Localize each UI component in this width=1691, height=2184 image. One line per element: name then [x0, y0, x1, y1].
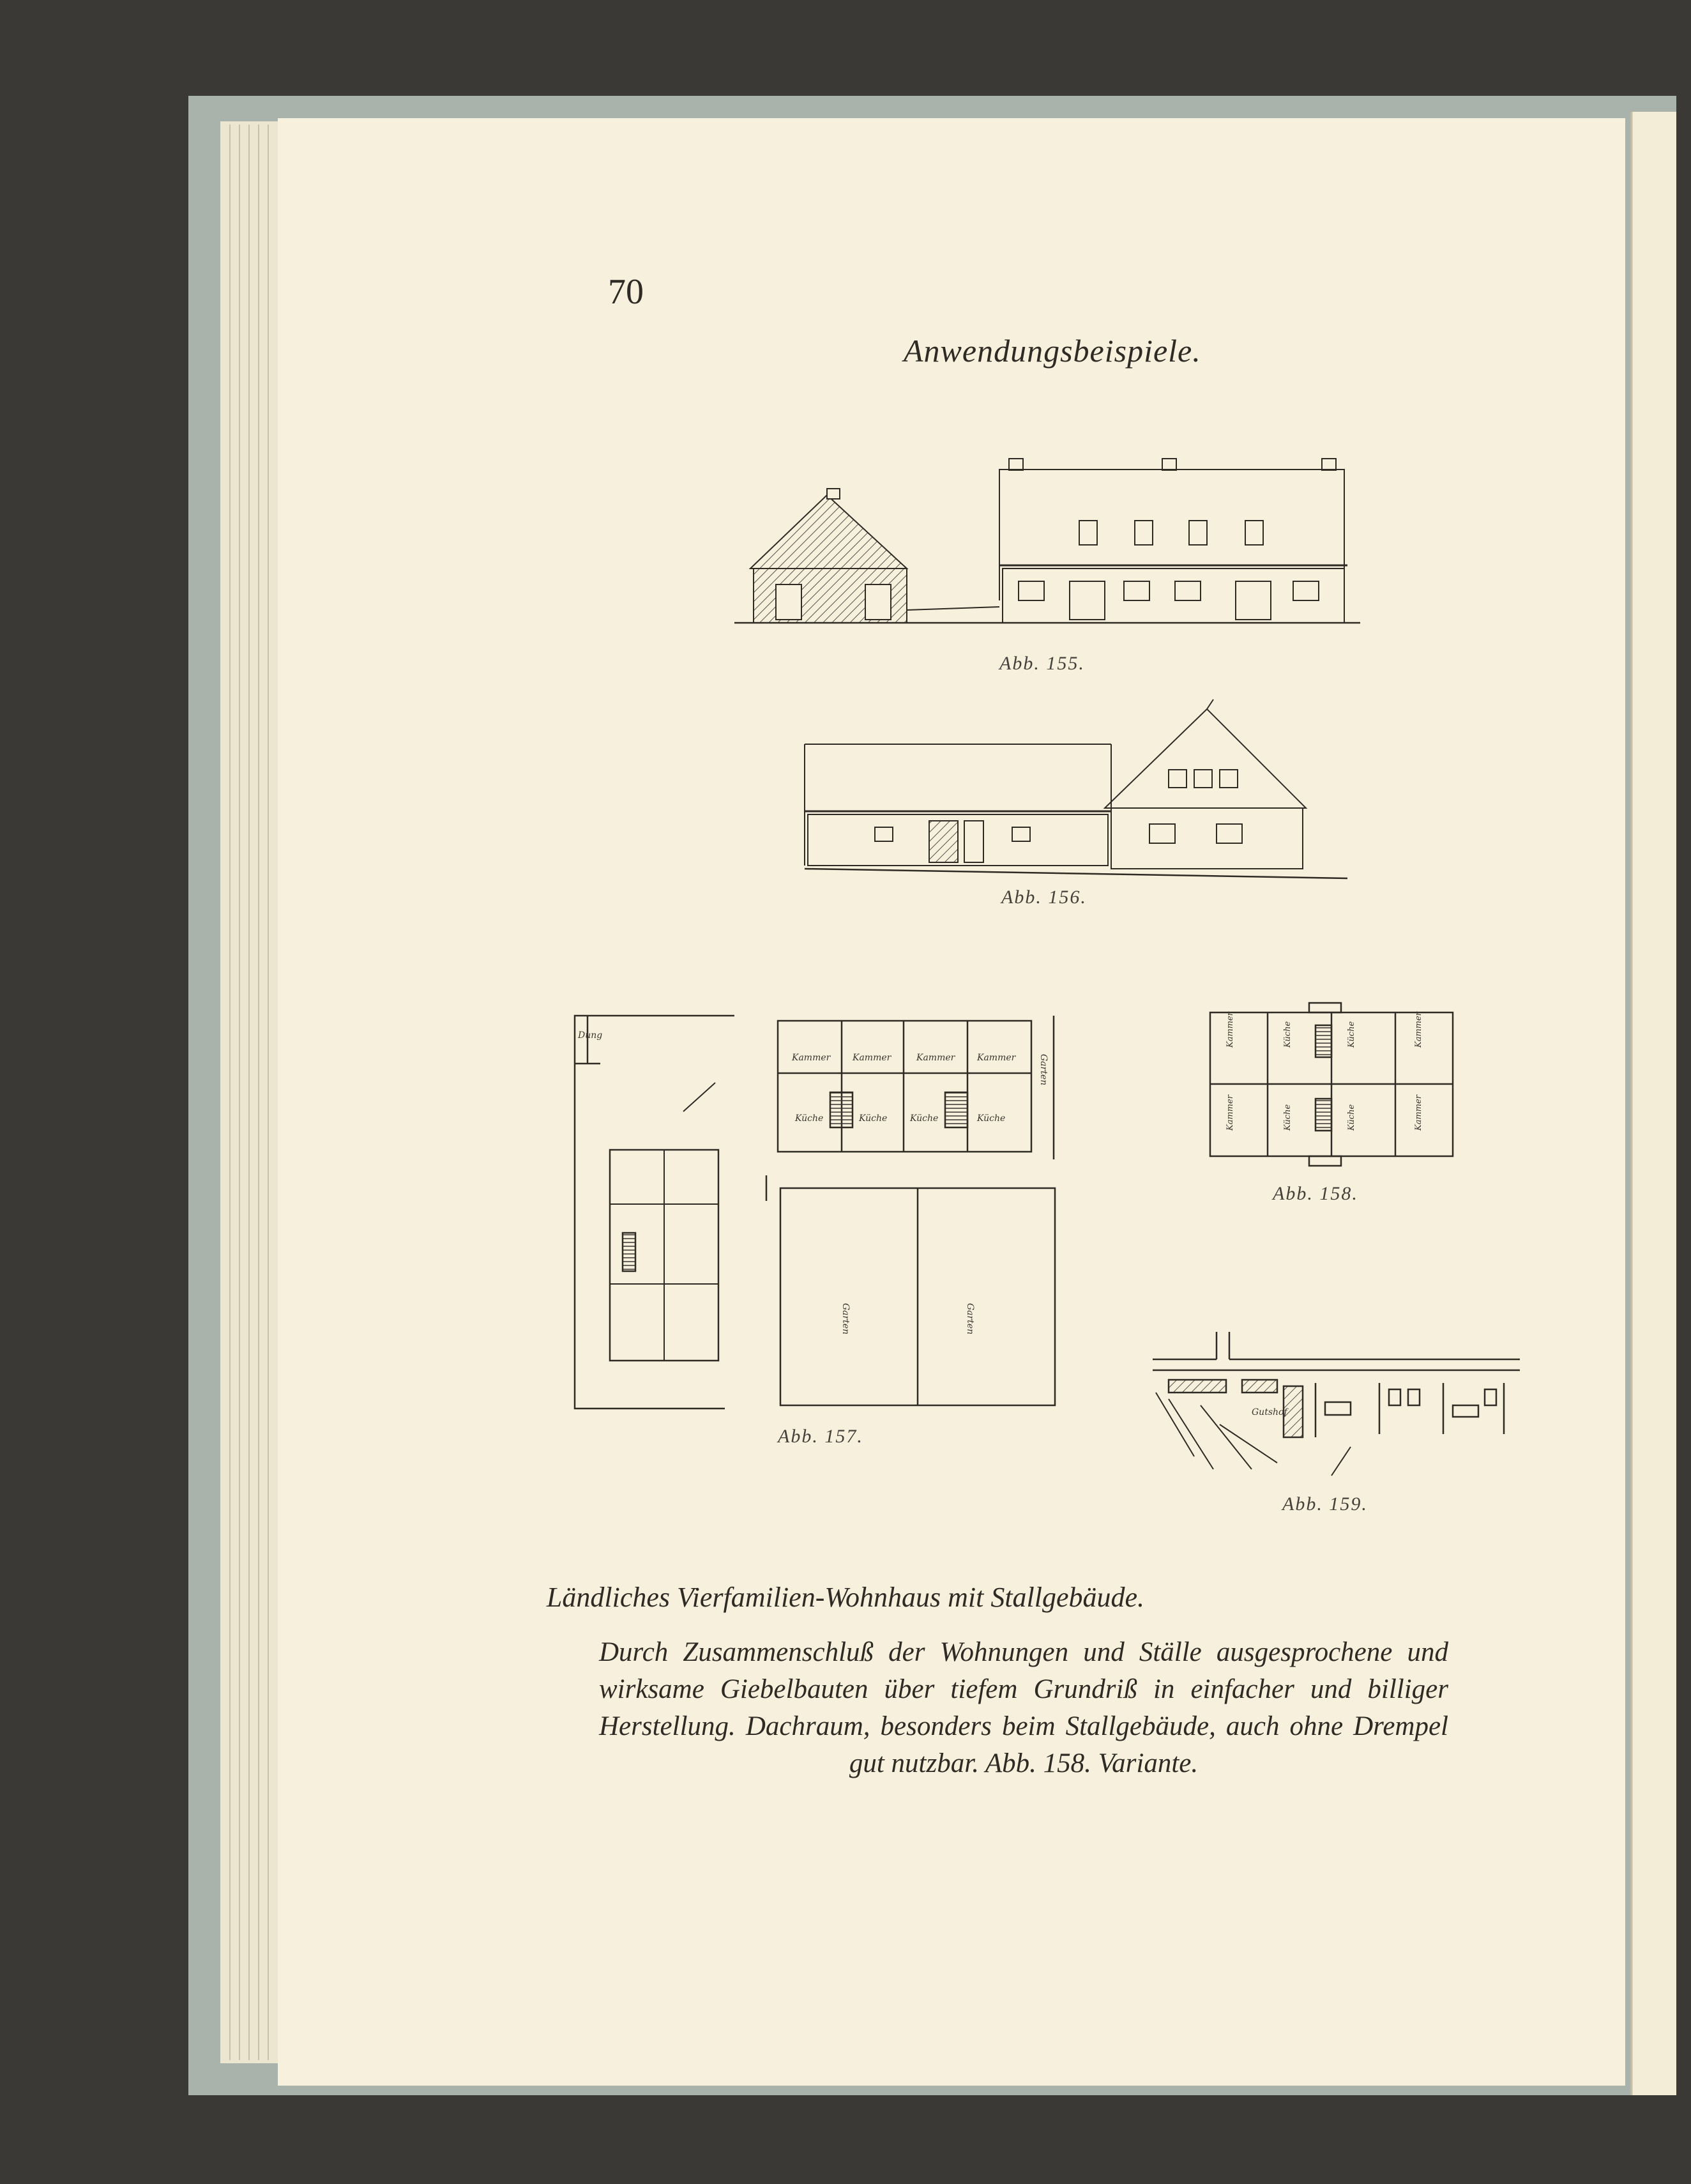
plan-label-garten-1: Garten: [840, 1303, 851, 1335]
plan158-label-kammer-1: Kammer: [1225, 1011, 1235, 1048]
plan-label-dung: Dung: [578, 1030, 603, 1041]
figure-caption-abb156: Abb. 156.: [1001, 887, 1087, 908]
plan-label-garten-2: Garten: [965, 1303, 975, 1335]
caption-title: Ländliches Vierfamilien-Wohnhaus mit Stallgebäude.: [546, 1582, 1145, 1613]
plan158-label-kammer-3: Kammer: [1225, 1094, 1235, 1131]
plan-label-kueche-1: Küche: [795, 1113, 824, 1124]
plan-label-kammer-3: Kammer: [916, 1053, 955, 1063]
plan158-label-kueche-4: Küche: [1347, 1104, 1356, 1131]
figure-caption-abb159: Abb. 159.: [1282, 1493, 1368, 1515]
plan-label-kueche-2: Küche: [859, 1113, 888, 1124]
plan-label-kueche-4: Küche: [977, 1113, 1006, 1124]
figure-caption-abb157: Abb. 157.: [778, 1426, 863, 1447]
page-number: 70: [608, 272, 644, 312]
plan-label-garten-3: Garten: [1038, 1054, 1049, 1086]
plan-label-kammer-1: Kammer: [792, 1053, 831, 1063]
plan158-label-kueche-1: Küche: [1283, 1021, 1293, 1048]
plan-label-kueche-3: Küche: [910, 1113, 939, 1124]
facing-page: [1632, 112, 1676, 2095]
figure-caption-abb158: Abb. 158.: [1273, 1183, 1358, 1204]
plan158-label-kueche-3: Küche: [1283, 1104, 1293, 1131]
plan158-label-kammer-4: Kammer: [1414, 1094, 1423, 1131]
plan158-label-kueche-2: Küche: [1347, 1021, 1356, 1048]
caption-body: Durch Zusammenschluß der Wohnungen und Ställe ausgesprochene und wirksame Giebelbauten über tiefem Grundriß in einfacher und billiger Herstellung. Dachraum, besonders beim Stallgebäude, auch ohne Drempel gut nutzbar. Abb. 158. Variante.: [599, 1637, 1448, 1778]
running-head: Anwendungsbeispiele.: [904, 333, 1201, 369]
plan-label-kammer-2: Kammer: [853, 1053, 891, 1063]
plan-label-kammer-4: Kammer: [977, 1053, 1016, 1063]
plan-label-gutshof: Gutshof: [1252, 1407, 1287, 1417]
plan158-label-kammer-2: Kammer: [1414, 1011, 1423, 1048]
figure-caption-abb155: Abb. 155.: [999, 653, 1085, 674]
